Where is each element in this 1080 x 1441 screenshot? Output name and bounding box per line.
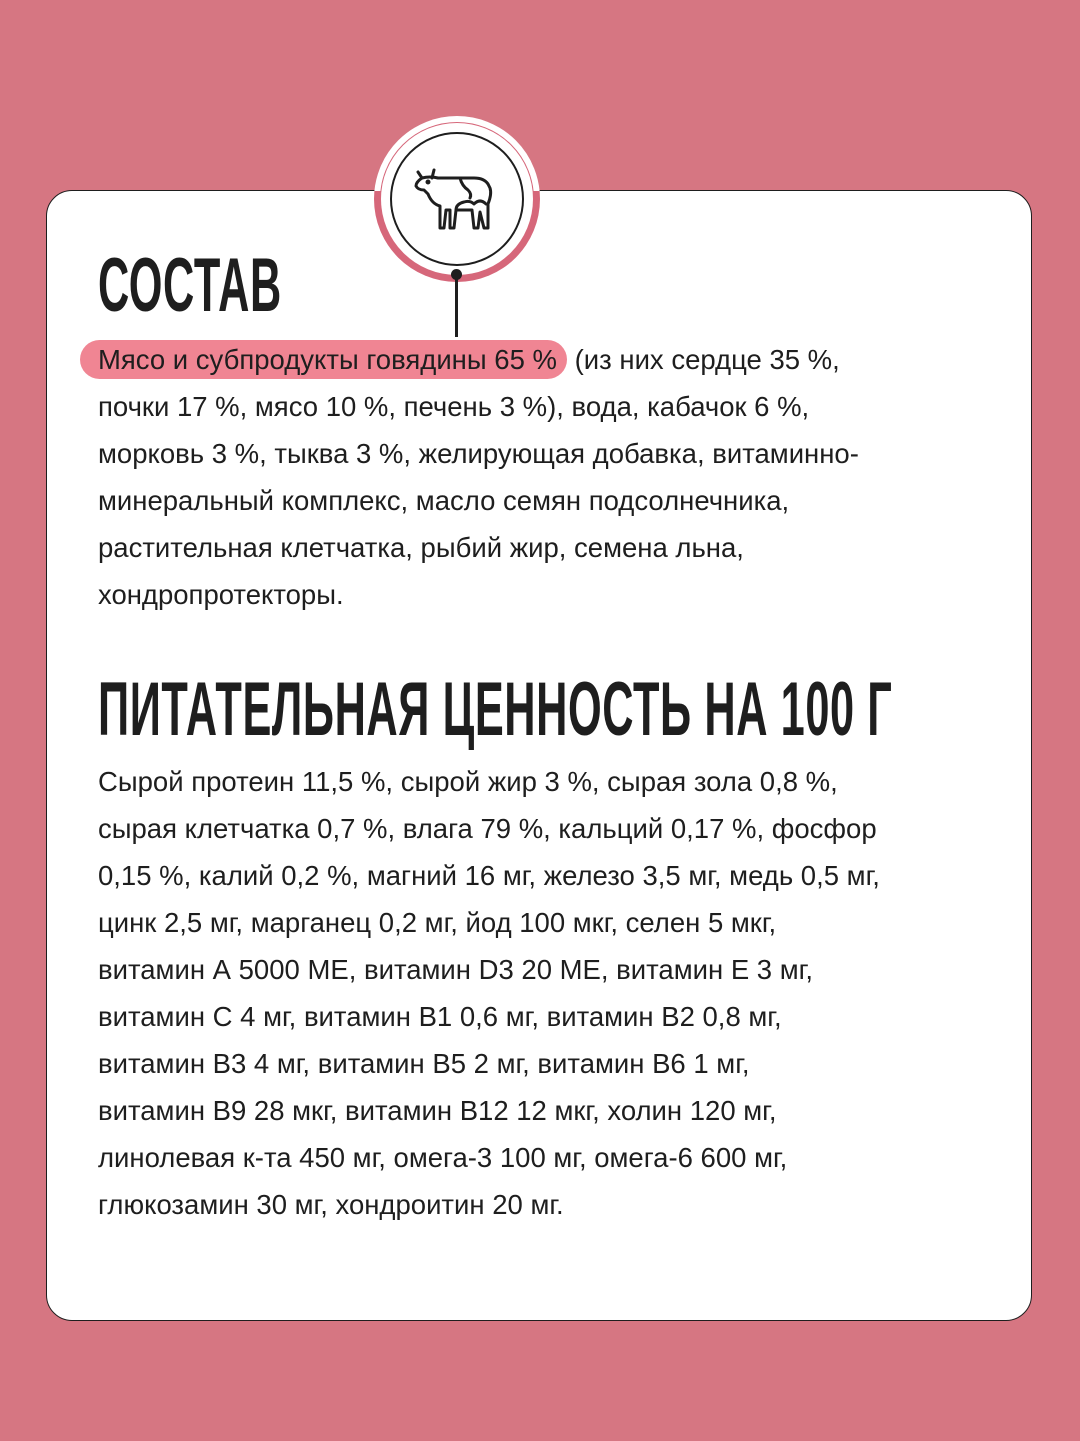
nutrition-line: витамин С 4 мг, витамин В1 0,6 мг, витамин В2 0,8 мг, [98,1001,782,1032]
composition-line: морковь 3 %, тыква 3 %, желирующая добавка, витаминно- [98,438,859,469]
composition-line: хондропротекторы. [98,579,344,610]
nutrition-line: витамин В3 4 мг, витамин В5 2 мг, витамин В6 1 мг, [98,1048,750,1079]
nutrition-line: цинк 2,5 мг, марганец 0,2 мг, йод 100 мкг, селен 5 мкг, [98,907,777,938]
nutrition-line: витамин А 5000 МЕ, витамин D3 20 МЕ, витамин Е 3 мг, [98,954,813,985]
composition-line: почки 17 %, мясо 10 %, печень 3 %), вода, кабачок 6 %, [98,391,810,422]
nutrition-line: сырая клетчатка 0,7 %, влага 79 %, кальций 0,17 %, фосфор [98,813,877,844]
composition-text [98,336,859,618]
nutrition-line: витамин В9 28 мкг, витамин В12 12 мкг, холин 120 мг, [98,1095,777,1126]
composition-line: растительная клетчатка, рыбий жир, семена льна, [98,532,744,563]
nutrition-line: глюкозамин 30 мг, хондроитин 20 мг. [98,1189,564,1220]
cow-icon [390,132,524,266]
composition-line: (из них сердце 35 %, [566,344,840,375]
composition-line: минеральный комплекс, масло семян подсолнечника, [98,485,790,516]
nutrition-line: 0,15 %, калий 0,2 %, магний 16 мг, железо 3,5 мг, медь 0,5 мг, [98,860,880,891]
nutrition-text [98,758,880,1228]
connector-line [455,275,458,337]
nutrition-line: линолевая к-та 450 мг, омега-3 100 мг, омега-6 600 мг, [98,1142,788,1173]
composition-title: СОСТАВ [98,243,282,328]
nutrition-line: Сырой протеин 11,5 %, сырой жир 3 %, сырая зола 0,8 %, [98,766,838,797]
nutrition-title: ПИТАТЕЛЬНАЯ ЦЕННОСТЬ НА 100 Г [98,667,893,752]
highlight-main-ingredient: Мясо и субпродукты говядины 65 % [80,340,567,379]
